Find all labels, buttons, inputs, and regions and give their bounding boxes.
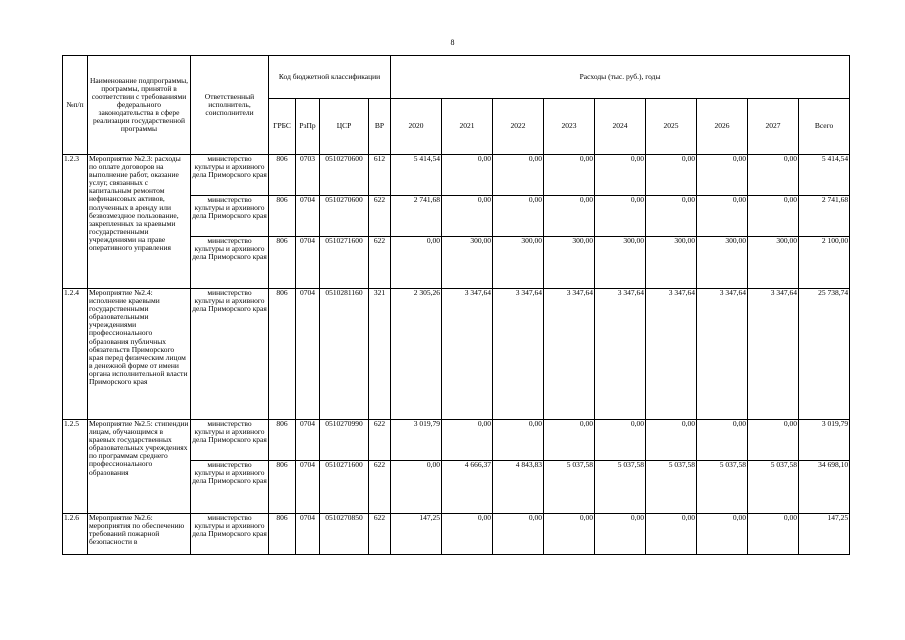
value-2023: 5 037,58 [544,461,595,514]
header-program-name: Наименование подпрограммы, программы, принятой в соответствии с требованиями федерального законодательства в сфере реализации государственной программы [88,56,191,155]
value-2023: 0,00 [544,514,595,555]
code-csr: 0510271600 [320,237,369,289]
code-grbs: 806 [269,514,296,555]
value-2020: 2 741,68 [391,196,442,237]
code-vr: 622 [369,196,391,237]
activity-name: Мероприятие №2.6: мероприятия по обеспечению требований пожарной безопасности в [88,514,191,555]
activity-name: Мероприятие №2.3: расходы по оплате договоров на выполнение работ, оказание услуг, связанных с капитальным ремонтом нефинансовых активов, полученных в аренду или безвозмездное пользование, закрепленных за краевыми государственными учреждениями на праве оперативного управления [88,155,191,289]
value-2023: 300,00 [544,237,595,289]
responsible-executor: министерство культуры и архивного дела Приморского края [191,420,269,461]
header-code-csr: ЦСР [320,99,369,155]
value-2020: 3 019,79 [391,420,442,461]
code-csr: 0510281160 [320,289,369,420]
header-code-vr: ВР [369,99,391,155]
activity-name: Мероприятие №2.5: стипендии лицам, обучающимся в краевых государственных образовательных учреждениях по программам среднего профессионального образования [88,420,191,514]
value-2025: 0,00 [646,196,697,237]
code-rzpr: 0704 [296,289,320,420]
responsible-executor: министерство культуры и архивного дела Приморского края [191,155,269,196]
row-number: 1.2.3 [63,155,88,289]
table-row [63,155,850,196]
value-2026: 0,00 [697,420,748,461]
value-total: 147,25 [799,514,850,555]
value-2021: 4 666,37 [442,461,493,514]
value-2021: 0,00 [442,420,493,461]
row-number: 1.2.4 [63,289,88,420]
header-year-2023: 2023 [544,99,595,155]
responsible-executor: министерство культуры и архивного дела Приморского края [191,196,269,237]
value-2024: 0,00 [595,420,646,461]
value-total: 2 741,68 [799,196,850,237]
header-code-rzpr: РзПр [296,99,320,155]
header-year-2024: 2024 [595,99,646,155]
row-number: 1.2.5 [63,420,88,514]
value-total: 2 100,00 [799,237,850,289]
value-2021: 3 347,64 [442,289,493,420]
value-2021: 0,00 [442,514,493,555]
value-2026: 5 037,58 [697,461,748,514]
value-2027: 0,00 [748,155,799,196]
code-rzpr: 0704 [296,461,320,514]
value-2025: 0,00 [646,514,697,555]
value-2022: 0,00 [493,514,544,555]
header-year-2021: 2021 [442,99,493,155]
value-2025: 3 347,64 [646,289,697,420]
budget-table [62,55,850,555]
value-2021: 0,00 [442,196,493,237]
value-2027: 0,00 [748,420,799,461]
value-2020: 0,00 [391,237,442,289]
activity-name: Мероприятие №2.4: исполнение краевыми государственными образовательными учреждениями профессионального образования публичных обязательств Приморского края перед физическим лицом в денежной форме от имени органа исполнительной власти Приморского края [88,289,191,420]
code-vr: 321 [369,289,391,420]
value-2022: 0,00 [493,196,544,237]
value-2026: 0,00 [697,196,748,237]
value-2022: 3 347,64 [493,289,544,420]
value-total: 3 019,79 [799,420,850,461]
code-vr: 622 [369,461,391,514]
header-expenses: Расходы (тыс. руб.), годы [391,56,850,99]
code-csr: 0510270990 [320,420,369,461]
header-year-2020: 2020 [391,99,442,155]
code-grbs: 806 [269,420,296,461]
value-2021: 300,00 [442,237,493,289]
value-2027: 5 037,58 [748,461,799,514]
value-2023: 0,00 [544,155,595,196]
table-row [63,514,850,555]
code-grbs: 806 [269,461,296,514]
value-total: 34 698,10 [799,461,850,514]
code-csr: 0510270850 [320,514,369,555]
code-vr: 622 [369,514,391,555]
header-year-2022: 2022 [493,99,544,155]
value-2026: 3 347,64 [697,289,748,420]
header-responsible: Ответственный исполнитель, соисполнители [191,56,269,155]
value-2024: 5 037,58 [595,461,646,514]
row-number: 1.2.6 [63,514,88,555]
value-2023: 3 347,64 [544,289,595,420]
page-number: 8 [450,38,455,47]
value-2025: 5 037,58 [646,461,697,514]
table-row [63,420,850,461]
responsible-executor: министерство культуры и архивного дела Приморского края [191,237,269,289]
value-2020: 2 305,26 [391,289,442,420]
header-year-2027: 2027 [748,99,799,155]
code-csr: 0510271600 [320,461,369,514]
value-2022: 0,00 [493,420,544,461]
code-rzpr: 0703 [296,155,320,196]
code-grbs: 806 [269,289,296,420]
code-grbs: 806 [269,196,296,237]
responsible-executor: министерство культуры и архивного дела Приморского края [191,461,269,514]
code-grbs: 806 [269,237,296,289]
value-2020: 147,25 [391,514,442,555]
value-2024: 3 347,64 [595,289,646,420]
value-2026: 0,00 [697,514,748,555]
value-2025: 300,00 [646,237,697,289]
value-2027: 0,00 [748,196,799,237]
value-2027: 300,00 [748,237,799,289]
value-2027: 0,00 [748,514,799,555]
value-2023: 0,00 [544,196,595,237]
responsible-executor: министерство культуры и архивного дела Приморского края [191,289,269,420]
value-2024: 300,00 [595,237,646,289]
code-vr: 622 [369,420,391,461]
value-2022: 4 843,83 [493,461,544,514]
code-rzpr: 0704 [296,420,320,461]
code-rzpr: 0704 [296,514,320,555]
value-2020: 5 414,54 [391,155,442,196]
value-2024: 0,00 [595,196,646,237]
code-csr: 0510270600 [320,155,369,196]
header-num: №п/п [63,56,88,155]
code-rzpr: 0704 [296,196,320,237]
header-budget-code: Код бюджетной классификации [269,56,391,99]
code-grbs: 806 [269,155,296,196]
table-row [63,289,850,420]
value-2024: 0,00 [595,155,646,196]
value-2022: 0,00 [493,155,544,196]
value-2025: 0,00 [646,420,697,461]
value-2025: 0,00 [646,155,697,196]
value-2022: 300,00 [493,237,544,289]
header-year-2025: 2025 [646,99,697,155]
responsible-executor: министерство культуры и архивного дела Приморского края [191,514,269,555]
header-total: Всего [799,99,850,155]
code-csr: 0510270600 [320,196,369,237]
value-2027: 3 347,64 [748,289,799,420]
header-year-2026: 2026 [697,99,748,155]
value-2024: 0,00 [595,514,646,555]
code-vr: 622 [369,237,391,289]
value-2020: 0,00 [391,461,442,514]
code-rzpr: 0704 [296,237,320,289]
value-total: 5 414,54 [799,155,850,196]
value-2021: 0,00 [442,155,493,196]
header-code-grbs: ГРБС [269,99,296,155]
code-vr: 612 [369,155,391,196]
value-2023: 0,00 [544,420,595,461]
value-2026: 300,00 [697,237,748,289]
value-2026: 0,00 [697,155,748,196]
value-total: 25 738,74 [799,289,850,420]
